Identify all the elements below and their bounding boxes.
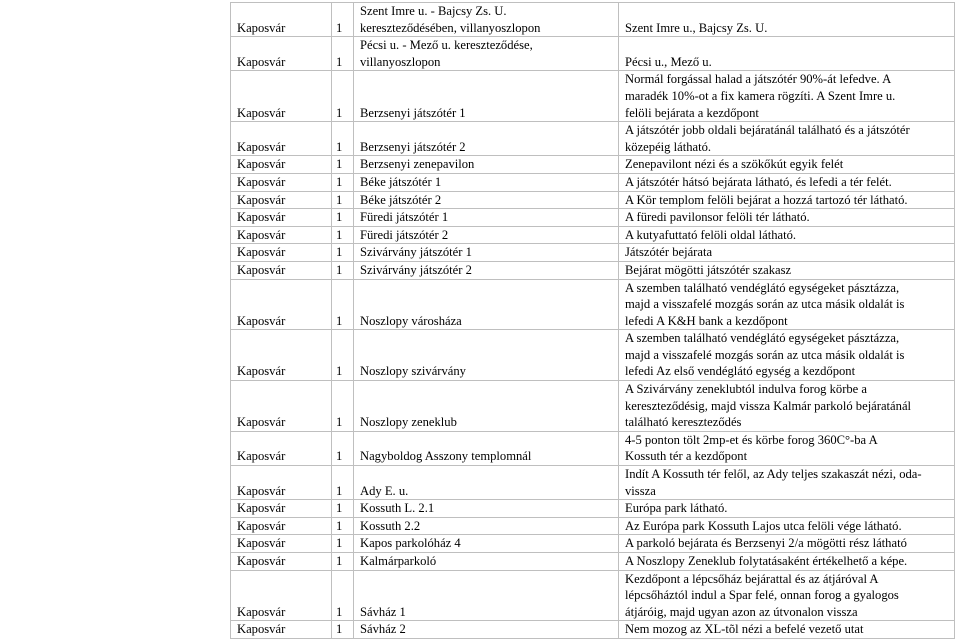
city-cell: Kaposvár [231, 517, 332, 535]
location-cell: Kapos parkolóház 4 [354, 535, 619, 553]
count-cell: 1 [332, 381, 354, 432]
description-cell: 4-5 ponton tölt 2mp-et és körbe forog 360C°-ba A Kossuth tér a kezdőpont [619, 431, 955, 465]
table-row [231, 535, 955, 553]
city-cell: Kaposvár [231, 621, 332, 639]
table-row [231, 226, 955, 244]
description-cell: Zenepavilont nézi és a szökőkút egyik felét [619, 156, 955, 174]
table-row [231, 500, 955, 518]
city-cell: Kaposvár [231, 156, 332, 174]
description-cell: A Noszlopy Zeneklub folytatásaként értékelhető a képe. [619, 553, 955, 571]
count-cell: 1 [332, 500, 354, 518]
table-row [231, 570, 955, 621]
location-cell: Béke játszótér 1 [354, 173, 619, 191]
table-row [231, 37, 955, 71]
count-cell: 1 [332, 3, 354, 37]
location-cell: Kossuth L. 2.1 [354, 500, 619, 518]
count-cell: 1 [332, 330, 354, 381]
description-cell: Szent Imre u., Bajcsy Zs. U. [619, 3, 955, 37]
city-cell: Kaposvár [231, 173, 332, 191]
description-cell: Európa park látható. [619, 500, 955, 518]
count-cell: 1 [332, 535, 354, 553]
city-cell: Kaposvár [231, 37, 332, 71]
city-cell: Kaposvár [231, 191, 332, 209]
count-cell: 1 [332, 517, 354, 535]
count-cell: 1 [332, 71, 354, 122]
city-cell: Kaposvár [231, 500, 332, 518]
description-cell: Pécsi u., Mező u. [619, 37, 955, 71]
count-cell: 1 [332, 209, 354, 227]
description-cell: A Szivárvány zeneklubtól indulva forog körbe a kereszteződésig, majd vissza Kalmár parkoló bejáratánál található kereszteződés [619, 381, 955, 432]
description-cell: A füredi pavilonsor felöli tér látható. [619, 209, 955, 227]
table-row [231, 330, 955, 381]
camera-table [230, 2, 955, 639]
location-cell: Noszlopy városháza [354, 279, 619, 330]
city-cell: Kaposvár [231, 279, 332, 330]
city-cell: Kaposvár [231, 261, 332, 279]
table-row [231, 173, 955, 191]
table-row [231, 466, 955, 500]
description-cell: Nem mozog az XL-tõl nézi a befelé vezető utat [619, 621, 955, 639]
count-cell: 1 [332, 279, 354, 330]
location-cell: Kalmárparkoló [354, 553, 619, 571]
table-row [231, 431, 955, 465]
description-cell: Az Európa park Kossuth Lajos utca felöli vége látható. [619, 517, 955, 535]
count-cell: 1 [332, 226, 354, 244]
city-cell: Kaposvár [231, 535, 332, 553]
count-cell: 1 [332, 156, 354, 174]
location-cell: Füredi játszótér 2 [354, 226, 619, 244]
location-cell: Szent Imre u. - Bajcsy Zs. U. kereszteződésében, villanyoszlopon [354, 3, 619, 37]
location-cell: Berzsenyi játszótér 1 [354, 71, 619, 122]
city-cell: Kaposvár [231, 570, 332, 621]
description-cell: A játszótér jobb oldali bejáratánál található és a játszótér közepéig látható. [619, 122, 955, 156]
table-row [231, 381, 955, 432]
location-cell: Szivárvány játszótér 2 [354, 261, 619, 279]
count-cell: 1 [332, 37, 354, 71]
location-cell: Szivárvány játszótér 1 [354, 244, 619, 262]
location-cell: Noszlopy szivárvány [354, 330, 619, 381]
count-cell: 1 [332, 466, 354, 500]
table-row [231, 3, 955, 37]
count-cell: 1 [332, 122, 354, 156]
city-cell: Kaposvár [231, 209, 332, 227]
table-row [231, 122, 955, 156]
description-cell: Bejárat mögötti játszótér szakasz [619, 261, 955, 279]
description-cell: Indít A Kossuth tér felől, az Ady teljes szakaszát nézi, oda- vissza [619, 466, 955, 500]
location-cell: Kossuth 2.2 [354, 517, 619, 535]
description-cell: A játszótér hátsó bejárata látható, és lefedi a tér felét. [619, 173, 955, 191]
count-cell: 1 [332, 621, 354, 639]
table-row [231, 156, 955, 174]
count-cell: 1 [332, 173, 354, 191]
location-cell: Sávház 2 [354, 621, 619, 639]
location-cell: Berzsenyi zenepavilon [354, 156, 619, 174]
description-cell: Kezdőpont a lépcsőház bejárattal és az átjáróval A lépcsőháztól indul a Spar felé, onnan forog a gyalogos átjáróig, majd ugyan azon az útvonalon vissza [619, 570, 955, 621]
table-row [231, 71, 955, 122]
location-cell: Sávház 1 [354, 570, 619, 621]
location-cell: Berzsenyi játszótér 2 [354, 122, 619, 156]
description-cell: A parkoló bejárata és Berzsenyi 2/a mögötti rész látható [619, 535, 955, 553]
count-cell: 1 [332, 570, 354, 621]
count-cell: 1 [332, 431, 354, 465]
location-cell: Pécsi u. - Mező u. kereszteződése, villanyoszlopon [354, 37, 619, 71]
description-cell: A kutyafuttató felöli oldal látható. [619, 226, 955, 244]
city-cell: Kaposvár [231, 3, 332, 37]
count-cell: 1 [332, 553, 354, 571]
description-cell: A Kör templom felöli bejárat a hozzá tartozó tér látható. [619, 191, 955, 209]
city-cell: Kaposvár [231, 122, 332, 156]
location-cell: Füredi játszótér 1 [354, 209, 619, 227]
table-row [231, 279, 955, 330]
table-row [231, 261, 955, 279]
description-cell: A szemben található vendéglátó egységeket pásztázza, majd a visszafelé mozgás során az utca másik oldalát is lefedi A K&H bank a kezdőpont [619, 279, 955, 330]
city-cell: Kaposvár [231, 553, 332, 571]
city-cell: Kaposvár [231, 71, 332, 122]
city-cell: Kaposvár [231, 330, 332, 381]
description-cell: Játszótér bejárata [619, 244, 955, 262]
city-cell: Kaposvár [231, 226, 332, 244]
description-cell: A szemben található vendéglátó egységeket pásztázza, majd a visszafelé mozgás során az utca másik oldalát is lefedi Az első vendéglátó egység a kezdőpont [619, 330, 955, 381]
table-row [231, 209, 955, 227]
count-cell: 1 [332, 244, 354, 262]
table-row [231, 191, 955, 209]
description-cell: Normál forgással halad a játszótér 90%-át lefedve. A maradék 10%-ot a fix kamera rögzíti. A Szent Imre u. felöli bejárata a kezdőpont [619, 71, 955, 122]
city-cell: Kaposvár [231, 466, 332, 500]
location-cell: Noszlopy zeneklub [354, 381, 619, 432]
count-cell: 1 [332, 261, 354, 279]
location-cell: Ady E. u. [354, 466, 619, 500]
city-cell: Kaposvár [231, 244, 332, 262]
table-row [231, 244, 955, 262]
location-cell: Nagyboldog Asszony templomnál [354, 431, 619, 465]
city-cell: Kaposvár [231, 381, 332, 432]
table-row [231, 553, 955, 571]
table-row [231, 517, 955, 535]
table-row [231, 621, 955, 639]
count-cell: 1 [332, 191, 354, 209]
city-cell: Kaposvár [231, 431, 332, 465]
location-cell: Béke játszótér 2 [354, 191, 619, 209]
